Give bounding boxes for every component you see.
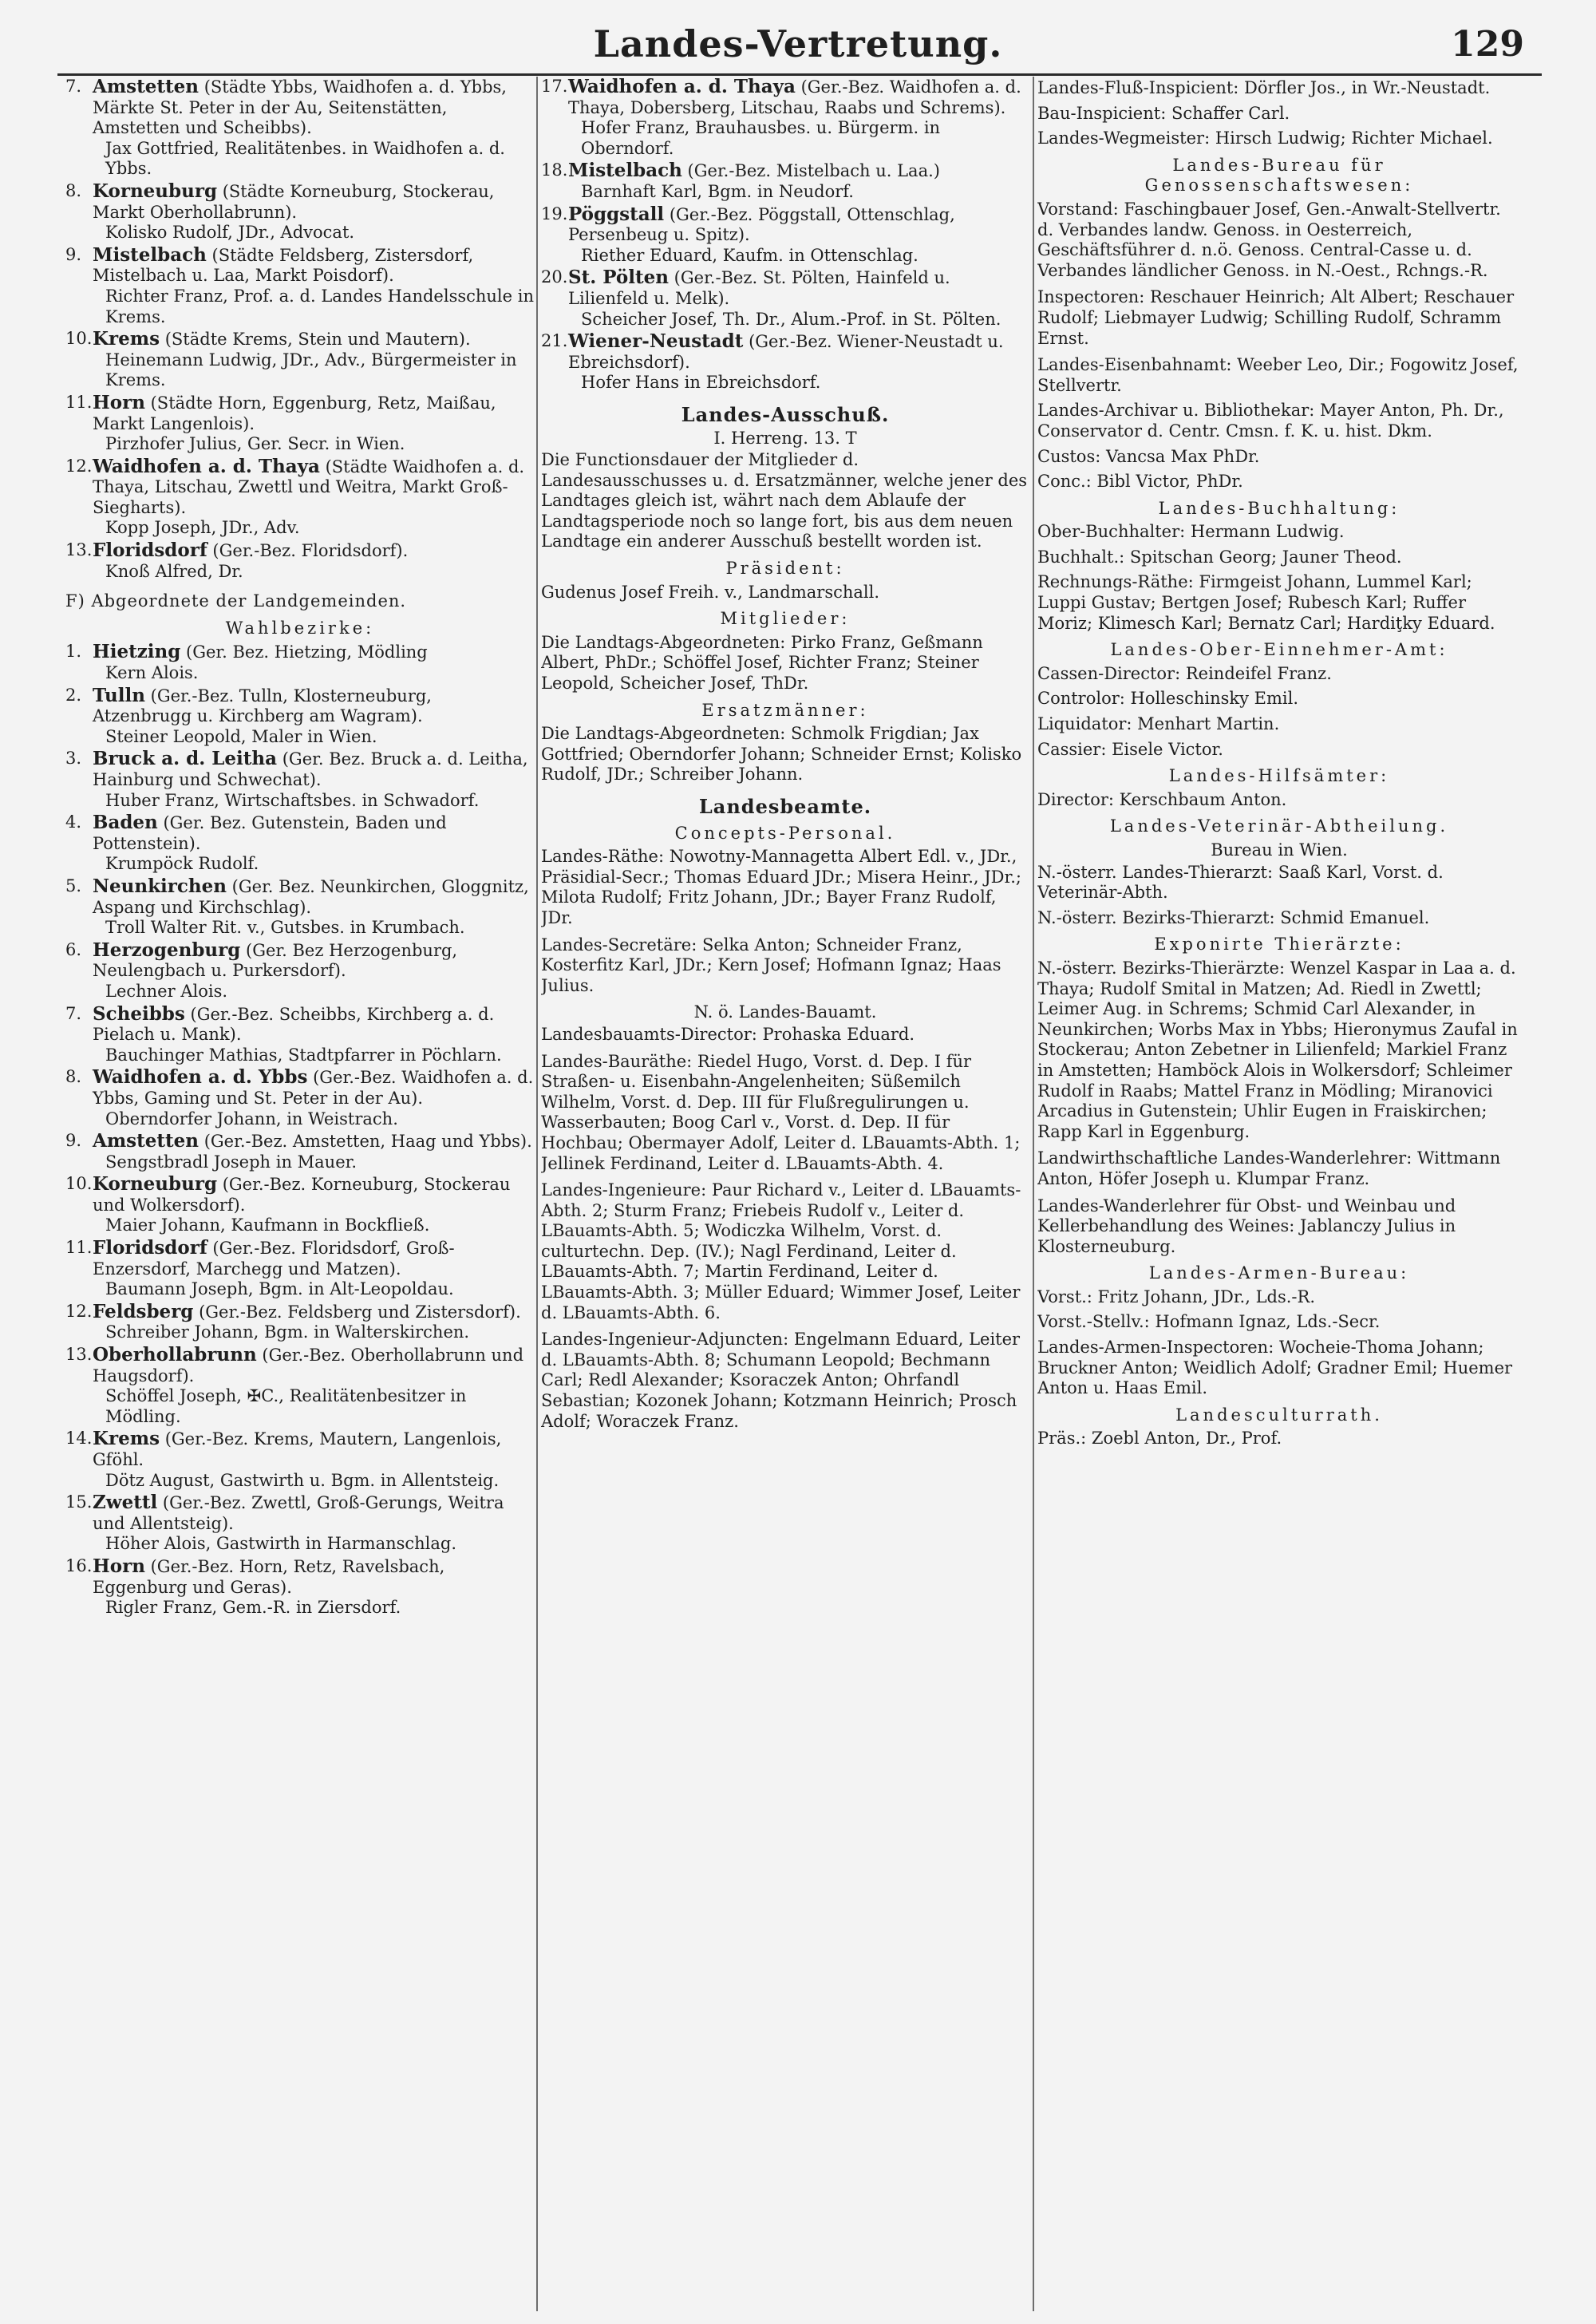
district-number: 11. <box>65 1238 93 1258</box>
ausschuss-address: I. Herreng. 13. T <box>713 428 857 448</box>
district-member: Lechner Alois. <box>105 981 228 1001</box>
district-number: 7. <box>65 1003 82 1023</box>
district-name: Krems <box>93 1428 160 1450</box>
district-member: Maier Johann, Kaufmann in Bockfließ. <box>105 1215 430 1235</box>
district-number: 9. <box>65 1131 82 1151</box>
district-member: Huber Franz, Wirtschaftsbes. in Schwadorf. <box>105 790 480 810</box>
district-number: 1. <box>65 642 82 662</box>
district-name: Floridsdorf <box>93 1237 207 1259</box>
district-name: St. Pölten <box>568 267 669 289</box>
district-number: 5. <box>65 875 82 895</box>
bauamt-director: Landesbauamts-Director: Prohaska Eduard. <box>541 1024 915 1044</box>
bauamt-heading: N. ö. Landes-Bauamt. <box>693 1002 877 1022</box>
district-entry <box>65 1345 535 1427</box>
page-header <box>0 14 1596 78</box>
genossenschaft-inspectoren: Inspectoren: Reschauer Heinrich; Alt Albert; Reschauer Rudolf; Liebmayer Ludwig; Schilling Rudolf, Schramm Ernst. <box>1037 287 1515 348</box>
ausschuss-text: Die Functionsdauer der Mitglieder d. Landesausschusses u. d. Ersatzmänner, welche jener des Landtages gleich ist, währt nach dem Ablaufe der Landtagsperiode noch so lange fort, bis aus dem neuen Landtage ein anderer Ausschuß bestellt worden ist. <box>541 450 1028 551</box>
cassier: Cassier: Eisele Victor. <box>1037 739 1223 759</box>
district-detail: (Ger.-Bez. Korneuburg, Stockerau und Wolkersdorf). <box>93 1175 511 1215</box>
district-number: 19. <box>541 204 568 223</box>
district-member: Riether Eduard, Kaufm. in Ottenschlag. <box>581 245 918 265</box>
fluss-inspicient: Landes-Fluß-Inspicient: Dörfler Jos., in Wr.-Neustadt. <box>1037 78 1491 97</box>
district-member: Schöffel Joseph, ✠C., Realitätenbesitzer in Mödling. <box>105 1386 467 1426</box>
section-heading-ausschuss: Landes-Ausschuß. <box>681 402 890 426</box>
district-entry <box>65 876 535 939</box>
district-name: Waidhofen a. d. Thaya <box>93 455 320 477</box>
district-entry <box>65 540 535 582</box>
district-detail: (Ger. Bez. Neunkirchen, Gloggnitz, Aspang und Kirchschlag). <box>93 876 529 917</box>
district-number: 16. <box>65 1555 93 1575</box>
district-name: Wiener-Neustadt <box>568 330 744 353</box>
page-number: 129 <box>1451 24 1524 65</box>
district-member: Höher Alois, Gastwirth in Harmanschlag. <box>105 1534 457 1554</box>
district-number: 17. <box>541 77 568 96</box>
district-name: Bruck a. d. Leitha <box>93 748 278 770</box>
column-right <box>1037 77 1521 2311</box>
district-entry <box>65 1302 535 1343</box>
district-name: Baden <box>93 812 158 834</box>
praesident-name: Gudenus Josef Freih. v., Landmarschall. <box>541 582 880 602</box>
district-detail: (Ger.-Bez. Waidhofen a. d. Ybbs, Gaming und St. Peter in der Au). <box>93 1068 534 1108</box>
district-number: 13. <box>65 1345 93 1365</box>
district-number: 8. <box>65 1067 82 1087</box>
ober-buchhalter: Ober-Buchhalter: Hermann Ludwig. <box>1037 522 1345 542</box>
custos: Custos: Vancsa Max PhDr. <box>1037 446 1260 466</box>
district-number: 6. <box>65 939 82 959</box>
district-number: 14. <box>65 1429 93 1449</box>
wahlbezirke-heading: Wahlbezirke: <box>225 618 375 638</box>
district-member: Sengstbradl Joseph in Mauer. <box>105 1152 358 1172</box>
district-member: Oberndorfer Johann, in Weistrach. <box>105 1109 398 1128</box>
district-entry <box>65 1492 535 1555</box>
exponirte-text: N.-österr. Bezirks-Thierärzte: Wenzel Kaspar in Laa a. d. Thaya; Rudolf Smital in Matzen; Ad. Riedl in Zwettl; Leimer Aug. in Schrems; Schmid Carl Alexander, in Neunkirchen; Worbs Max in Ybbs; Hieronymus Zaufal in Stockerau; Anton Zebetner in Lilienfeld; Markiel Franz in Amstetten; Hamböck Alois in Wolkersdorf; Schleimer Rudolf in Raabs; Mattel Franz in Mödling; Miranovici Arcadius in Gutenstein; Uhlir Eugen in Fraiskirchen; Rapp Karl in Eggenburg. <box>1037 958 1518 1141</box>
district-entry <box>65 686 535 748</box>
district-detail: (Städte Horn, Eggenburg, Retz, Maißau, Markt Langenlois). <box>93 393 496 433</box>
district-detail: (Ger.-Bez. Wiener-Neustadt u. Ebreichsdorf). <box>568 332 1004 372</box>
district-entry <box>541 331 1029 393</box>
hilfsaemter-director: Director: Kerschbaum Anton. <box>1037 789 1287 809</box>
district-detail: (Ger.-Bez. Tulln, Klosterneuburg, Atzenbrugg u. Kirchberg am Wagram). <box>93 686 432 726</box>
district-number: 21. <box>541 331 568 351</box>
exponirte-heading: Exponirte Thierärzte: <box>1154 935 1404 955</box>
district-detail: (Städte Korneuburg, Stockerau, Markt Oberhollabrunn). <box>93 181 495 222</box>
armen-stellvertreter: Vorst.-Stellv.: Hofmann Ignaz, Lds.-Secr. <box>1037 1312 1381 1332</box>
mitglieder-heading: Mitglieder: <box>720 609 851 629</box>
district-name: Korneuburg <box>93 1173 218 1196</box>
veterinaer-heading: Landes-Veterinär-Abtheilung. <box>1109 816 1449 836</box>
district-member: Jax Gottfried, Realitätenbes. in Waidhofen a. d. Ybbs. <box>105 138 505 179</box>
district-detail: (Ger. Bez. Bruck a. d. Leitha, Hainburg und Schwechat). <box>93 749 528 789</box>
controlor: Controlor: Holleschinsky Emil. <box>1037 689 1299 709</box>
conc: Conc.: Bibl Victor, PhDr. <box>1037 472 1243 492</box>
district-list-rural-cont <box>541 77 1029 393</box>
column-left <box>65 77 535 2311</box>
district-entry <box>541 267 1029 330</box>
district-entry <box>65 1131 535 1172</box>
column-divider <box>536 77 538 2311</box>
armen-heading: Landes-Armen-Bureau: <box>1148 1263 1410 1283</box>
genossenschaft-vorstand: Vorstand: Faschingbauer Josef, Gen.-Anwalt-Stellvertr. d. Verbandes landw. Genoss. in Oesterreich, Geschäftsführer d. n.ö. Genoss. Central-Casse u. d. Verbandes ländlicher Genoss. in N.-Oest., Rchngs.-R. <box>1037 199 1501 280</box>
district-detail: (Städte Ybbs, Waidhofen a. d. Ybbs, Märkte St. Peter in der Au, Seitenstätten, Amstetten und Scheibbs). <box>93 77 507 138</box>
district-entry <box>65 181 535 243</box>
district-detail: (Ger.-Bez. St. Pölten, Hainfeld u. Lilienfeld u. Melk). <box>568 268 950 308</box>
district-name: Korneuburg <box>93 180 218 202</box>
district-detail: (Ger.-Bez. Scheibbs, Kirchberg a. d. Pielach u. Mank). <box>93 1004 495 1045</box>
district-member: Hofer Hans in Ebreichsdorf. <box>581 373 821 393</box>
district-entry <box>541 160 1029 202</box>
section-heading-landgemeinden: F) Abgeordnete der Landgemeinden. <box>65 591 407 611</box>
district-detail: (Ger.-Bez. Floridsdorf). <box>212 541 409 561</box>
landes-secretaere: Landes-Secretäre: Selka Anton; Schneider Franz, Kosterfitz Karl, JDr.; Kern Josef; Hofmann Ignaz; Haas Julius. <box>541 935 1001 995</box>
district-detail: (Ger. Bez. Gutenstein, Baden und Pottenstein). <box>93 813 447 853</box>
district-member: Richter Franz, Prof. a. d. Landes Handelsschule in Krems. <box>105 286 534 326</box>
district-number: 12. <box>65 1301 93 1321</box>
district-entry <box>65 1067 535 1129</box>
district-name: Floridsdorf <box>93 540 207 562</box>
ingenieur-adjuncten: Landes-Ingenieur-Adjuncten: Engelmann Eduard, Leiter d. LBauamts-Abth. 8; Schumann Leopold; Bechmann Carl; Redl Alexander; Ksoraczek Anton; Ohrfandl Sebastian; Kozonek Johann; Kotzmann Heinrich; Prosch Adolf; Woraczek Franz. <box>541 1330 1021 1431</box>
district-number: 3. <box>65 749 82 769</box>
district-number: 10. <box>65 329 93 349</box>
district-entry <box>65 1556 535 1618</box>
district-detail: (Städte Feldsberg, Zistersdorf, Mistelbach u. Laa, Markt Poisdorf). <box>93 245 474 286</box>
district-detail: (Ger.-Bez. Oberhollabrunn und Haugsdorf). <box>93 1346 524 1385</box>
district-entry <box>65 1004 535 1066</box>
district-entry <box>65 642 535 683</box>
district-detail: (Ger.-Bez. Zwettl, Groß-Gerungs, Weitra und Allentsteig). <box>93 1493 504 1533</box>
district-member: Steiner Leopold, Maler in Wien. <box>105 726 377 746</box>
bau-inspicient: Bau-Inspicient: Schaffer Carl. <box>1037 103 1290 123</box>
district-detail: (Ger.-Bez. Feldsberg und Zistersdorf). <box>199 1302 521 1322</box>
district-name: Horn <box>93 1555 145 1577</box>
obstbau-wanderlehrer: Landes-Wanderlehrer für Obst- und Weinbau und Kellerbehandlung des Weines: Jablanczy Julius in Klosterneuburg. <box>1037 1196 1456 1256</box>
section-heading-landesbeamte: Landesbeamte. <box>698 795 872 818</box>
district-name: Krems <box>93 328 160 350</box>
district-name: Herzogenburg <box>93 939 241 961</box>
district-detail: (Ger.-Bez. Amstetten, Haag und Ybbs). <box>203 1132 532 1152</box>
landes-thierarzt: N.-österr. Landes-Thierarzt: Saaß Karl, Vorst. d. Veterinär-Abth. <box>1037 862 1444 903</box>
district-entry <box>65 1174 535 1236</box>
district-member: Rigler Franz, Gem.-R. in Ziersdorf. <box>105 1598 401 1618</box>
district-entry <box>65 245 535 327</box>
veterinaer-subtitle: Bureau in Wien. <box>1211 840 1348 860</box>
landes-ingenieure: Landes-Ingenieure: Paur Richard v., Leiter d. LBauamts-Abth. 2; Sturm Franz; Friebeis Rudolf v., Leiter d. LBauamts-Abth. 5; Wodiczka Wilhelm, Vorst. d. culturtechn. Dep. (IV.); Nagl Ferdinand, Leiter d. LBauamts-Abth. 7; Martin Ferdinand, Leiter d. LBauamts-Abth. 3; Müller Eduard; Wimmer Josef, Leiter d. LBauamts-Abth. 6. <box>541 1180 1021 1322</box>
district-member: Baumann Joseph, Bgm. in Alt-Leopoldau. <box>105 1279 454 1299</box>
landes-bauraethe: Landes-Bauräthe: Riedel Hugo, Vorst. d. Dep. I für Straßen- u. Eisenbahn-Angelenheiten; Süßemilch Wilhelm, Vorst. d. Dep. III für Flußregulirungen u. Wasserbauten; Boog Carl v., Vorst. d. Dep. II für Hochbau; Obermayer Adolf, Leiter d. LBauamts-Abth. 1; Jellinek Ferdinand, Leiter d. LBauamts-Abth. 4. <box>541 1051 1021 1173</box>
district-detail: (Städte Krems, Stein und Mautern). <box>164 330 471 350</box>
buchhaltung-heading: Landes-Buchhaltung: <box>1158 498 1400 518</box>
landes-wegmeister: Landes-Wegmeister: Hirsch Ludwig; Richter Michael. <box>1037 128 1493 148</box>
district-name: Amstetten <box>93 77 199 97</box>
district-number: 8. <box>65 180 82 200</box>
district-name: Amstetten <box>93 1130 199 1152</box>
landes-raethe: Landes-Räthe: Nowotny-Mannagetta Albert Edl. v., JDr., Präsidial-Secr.; Thomas Eduard JDr.; Misera Heinr., JDr.; Milota Rudolf; Fritz Johann, JDr.; Bayer Franz Rudolf, JDr. <box>541 847 1021 927</box>
district-number: 15. <box>65 1492 93 1512</box>
ersatz-heading: Ersatzmänner: <box>701 700 869 720</box>
district-detail: (Ger. Bez Herzogenburg, Neulengbach u. Purkersdorf). <box>93 940 458 981</box>
district-number: 10. <box>65 1174 93 1194</box>
district-name: Tulln <box>93 684 145 706</box>
district-entry <box>541 204 1029 267</box>
district-detail: (Ger. Bez. Hietzing, Mödling <box>186 642 428 662</box>
district-number: 9. <box>65 244 82 264</box>
district-number: 7. <box>65 77 82 96</box>
district-detail: (Ger.-Bez. Pöggstall, Ottenschlag, Persenbeug u. Spitz). <box>568 204 955 245</box>
buchhalter: Buchhalt.: Spitschan Georg; Jauner Theod. <box>1037 547 1402 567</box>
cassen-director: Cassen-Director: Reindeifel Franz. <box>1037 663 1332 683</box>
district-list-rural <box>65 642 535 1618</box>
district-number: 4. <box>65 812 82 832</box>
district-member: Hofer Franz, Brauhausbes. u. Bürgerm. in Oberndorf. <box>581 118 941 158</box>
district-member: Scheicher Josef, Th. Dr., Alum.-Prof. in St. Pölten. <box>581 309 1001 329</box>
district-detail: (Ger.-Bez. Waidhofen a. d. Thaya, Dobersberg, Litschau, Raabs und Schrems). <box>568 77 1021 117</box>
header-rule <box>57 73 1542 76</box>
district-name: Hietzing <box>93 641 181 663</box>
einnehmer-heading: Landes-Ober-Einnehmer-Amt: <box>1110 640 1448 660</box>
district-name: Zwettl <box>93 1492 158 1514</box>
district-member: Heinemann Ludwig, JDr., Adv., Bürgermeister in Krems. <box>105 350 517 390</box>
district-entry <box>65 940 535 1002</box>
district-name: Oberhollabrunn <box>93 1344 257 1366</box>
hilfsaemter-heading: Landes-Hilfsämter: <box>1168 766 1390 786</box>
district-name: Waidhofen a. d. Thaya <box>568 77 796 97</box>
district-entry <box>65 329 535 391</box>
district-detail: (Ger.-Bez. Horn, Retz, Ravelsbach, Eggenburg und Geras). <box>93 1556 445 1597</box>
column-divider <box>1033 77 1034 2311</box>
district-number: 18. <box>541 160 568 180</box>
bezirks-thierarzt: N.-österr. Bezirks-Thierarzt: Schmid Emanuel. <box>1037 907 1430 927</box>
wanderlehrer: Landwirthschaftliche Landes-Wanderlehrer: Wittmann Anton, Höfer Joseph u. Klumpar Franz. <box>1037 1148 1501 1188</box>
district-entry <box>65 1238 535 1300</box>
district-entry <box>65 393 535 455</box>
district-name: Neunkirchen <box>93 875 227 897</box>
district-name: Horn <box>93 391 145 413</box>
district-entry <box>65 812 535 875</box>
district-name: Mistelbach <box>93 243 207 266</box>
district-member: Schreiber Johann, Bgm. in Walterskirchen. <box>105 1322 470 1342</box>
district-name: Feldsberg <box>93 1300 194 1322</box>
district-member: Krumpöck Rudolf. <box>105 854 259 874</box>
rechnungs-raethe: Rechnungs-Räthe: Firmgeist Johann, Lummel Karl; Luppi Gustav; Bertgen Josef; Rubesch Karl; Ruffer Moriz; Klimesch Karl; Bernatz Carl; Hardiţky Eduard. <box>1037 572 1495 633</box>
district-member: Troll Walter Rit. v., Gutsbes. in Krumbach. <box>105 918 465 938</box>
district-member: Kopp Joseph, JDr., Adv. <box>105 518 300 538</box>
district-member: Kern Alois. <box>105 663 199 683</box>
mitglieder-text: Die Landtags-Abgeordneten: Pirko Franz, Geßmann Albert, PhDr.; Schöffel Josef, Richter Franz; Steiner Leopold, Scheicher Josef, ThDr. <box>541 632 983 694</box>
eisenbahnamt: Landes-Eisenbahnamt: Weeber Leo, Dir.; Fogowitz Josef, Stellvertr. <box>1037 355 1519 395</box>
column-middle <box>541 77 1029 2311</box>
page-title: Landes-Vertretung. <box>593 22 1003 65</box>
district-name: Mistelbach <box>568 160 682 182</box>
district-entry <box>65 1429 535 1491</box>
district-name: Scheibbs <box>93 1002 185 1025</box>
district-detail: (Ger.-Bez. Floridsdorf, Groß-Enzersdorf, Marchegg und Matzen). <box>93 1239 455 1279</box>
district-detail: (Ger.-Bez. Mistelbach u. Laa.) <box>687 161 940 181</box>
ersatz-text: Die Landtags-Abgeordneten: Schmolk Frigdian; Jax Gottfried; Oberndorfer Johann; Schneider Ernst; Kolisko Rudolf, JDr.; Schreiber Johann. <box>541 724 1022 785</box>
district-number: 20. <box>541 267 568 287</box>
archivar: Landes-Archivar u. Bibliothekar: Mayer Anton, Ph. Dr., Conservator d. Centr. Cmsn. f. K. u. hist. Dkm. <box>1037 401 1504 441</box>
district-entry <box>65 77 535 180</box>
armen-inspectoren: Landes-Armen-Inspectoren: Wocheie-Thoma Johann; Bruckner Anton; Weidlich Adolf; Gradner Emil; Huemer Anton u. Haas Emil. <box>1037 1338 1513 1398</box>
district-detail: (Ger.-Bez. Krems, Mautern, Langenlois, Gföhl. <box>93 1429 502 1469</box>
district-member: Dötz August, Gastwirth u. Bgm. in Allentsteig. <box>105 1470 500 1490</box>
district-member: Knoß Alfred, Dr. <box>105 561 243 581</box>
district-list-cities <box>65 77 535 582</box>
district-number: 2. <box>65 685 82 705</box>
district-member: Barnhaft Karl, Bgm. in Neudorf. <box>581 181 854 201</box>
district-member: Kolisko Rudolf, JDr., Advocat. <box>105 223 355 243</box>
district-name: Waidhofen a. d. Ybbs <box>93 1066 308 1089</box>
genossenschaft-heading: Landes-Bureau für Genossenschaftswesen: <box>1144 155 1414 196</box>
district-number: 12. <box>65 456 93 476</box>
district-detail: (Städte Waidhofen a. d. Thaya, Litschau, Zwettl und Weitra, Markt Groß-Siegharts). <box>93 457 525 517</box>
district-member: Bauchinger Mathias, Stadtpfarrer in Pöchlarn. <box>105 1045 502 1065</box>
praesident-heading: Präsident: <box>725 559 845 579</box>
armen-vorstand: Vorst.: Fritz Johann, JDr., Lds.-R. <box>1037 1286 1316 1306</box>
concepts-heading: Concepts-Personal. <box>674 823 896 843</box>
district-entry <box>65 457 535 539</box>
culturrath-heading: Landesculturrath. <box>1175 1405 1383 1425</box>
district-name: Pöggstall <box>568 203 665 225</box>
culturrath-praesident: Präs.: Zoebl Anton, Dr., Prof. <box>1037 1429 1282 1449</box>
district-member: Pirzhofer Julius, Ger. Secr. in Wien. <box>105 434 405 454</box>
liquidator: Liquidator: Menhart Martin. <box>1037 714 1280 734</box>
district-number: 11. <box>65 392 93 412</box>
district-number: 13. <box>65 540 93 560</box>
district-entry <box>65 749 535 811</box>
district-entry <box>541 77 1029 159</box>
